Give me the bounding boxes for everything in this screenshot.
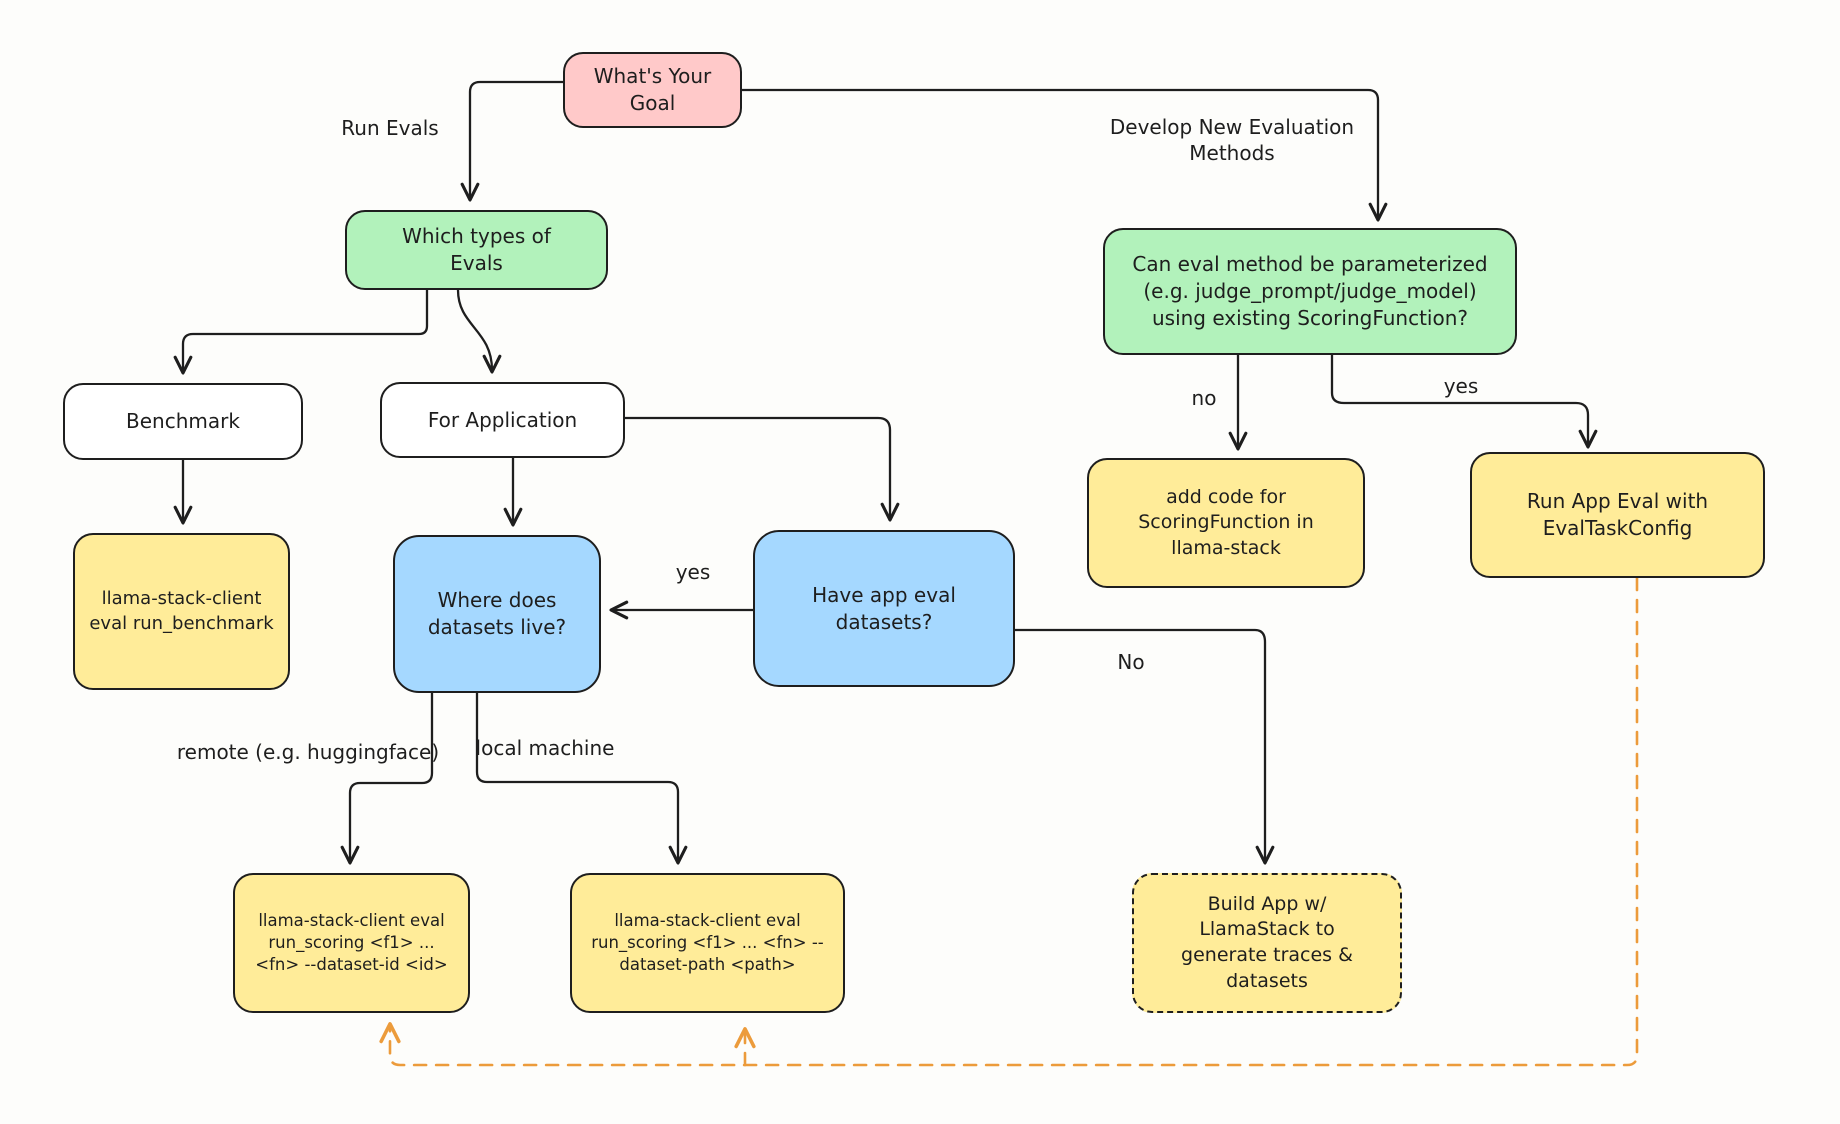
- node-have-datasets: Have app eval datasets?: [753, 530, 1015, 687]
- arrow-which-types-to-benchmark: [183, 290, 427, 371]
- node-run-scoring-dataset-path: llama-stack-client eval run_scoring <f1> ... <fn> --dataset-path <path>: [570, 873, 845, 1013]
- arrow-which-types-to-for-application: [458, 290, 492, 370]
- arrow-for-application-to-have-datasets: [625, 418, 890, 518]
- node-where-datasets: Where does datasets live?: [393, 535, 601, 693]
- edge-label-remote-huggingface: remote (e.g. huggingface): [176, 740, 440, 764]
- arrow-goal-to-which-types: [470, 82, 563, 198]
- edge-label-run-evals: Run Evals: [341, 116, 439, 140]
- edge-label-no-parameterized: no: [1191, 386, 1217, 410]
- edge-label-yes-have-datasets: yes: [675, 560, 711, 584]
- arrow-where-datasets-remote-to-run-scoring-id: [350, 693, 432, 861]
- node-which-types: Which types of Evals: [345, 210, 608, 290]
- node-run-benchmark: llama-stack-client eval run_benchmark: [73, 533, 290, 690]
- edge-label-no-have-datasets: No: [1117, 650, 1145, 674]
- edge-label-local-machine: local machine: [475, 736, 615, 760]
- node-benchmark: Benchmark: [63, 383, 303, 460]
- arrow-where-datasets-local-to-run-scoring-path: [477, 693, 678, 861]
- node-parameterized: Can eval method be parameterized (e.g. judge_prompt/judge_model) using existing ScoringFunction?: [1103, 228, 1517, 355]
- node-run-app-eval: Run App Eval with EvalTaskConfig: [1470, 452, 1765, 578]
- edge-label-yes-parameterized: yes: [1443, 374, 1479, 398]
- node-goal: What's Your Goal: [563, 52, 742, 128]
- arrow-parameterized-yes-to-run-app-eval: [1332, 355, 1588, 445]
- edge-label-develop-new-evaluation-methods: Develop New Evaluation Methods: [1109, 115, 1355, 165]
- node-run-scoring-dataset-id: llama-stack-client eval run_scoring <f1> ... <fn> --dataset-id <id>: [233, 873, 470, 1013]
- node-add-code: add code for ScoringFunction in llama-stack: [1087, 458, 1365, 588]
- node-for-application: For Application: [380, 382, 625, 458]
- node-build-app: Build App w/ LlamaStack to generate traces & datasets: [1132, 873, 1402, 1013]
